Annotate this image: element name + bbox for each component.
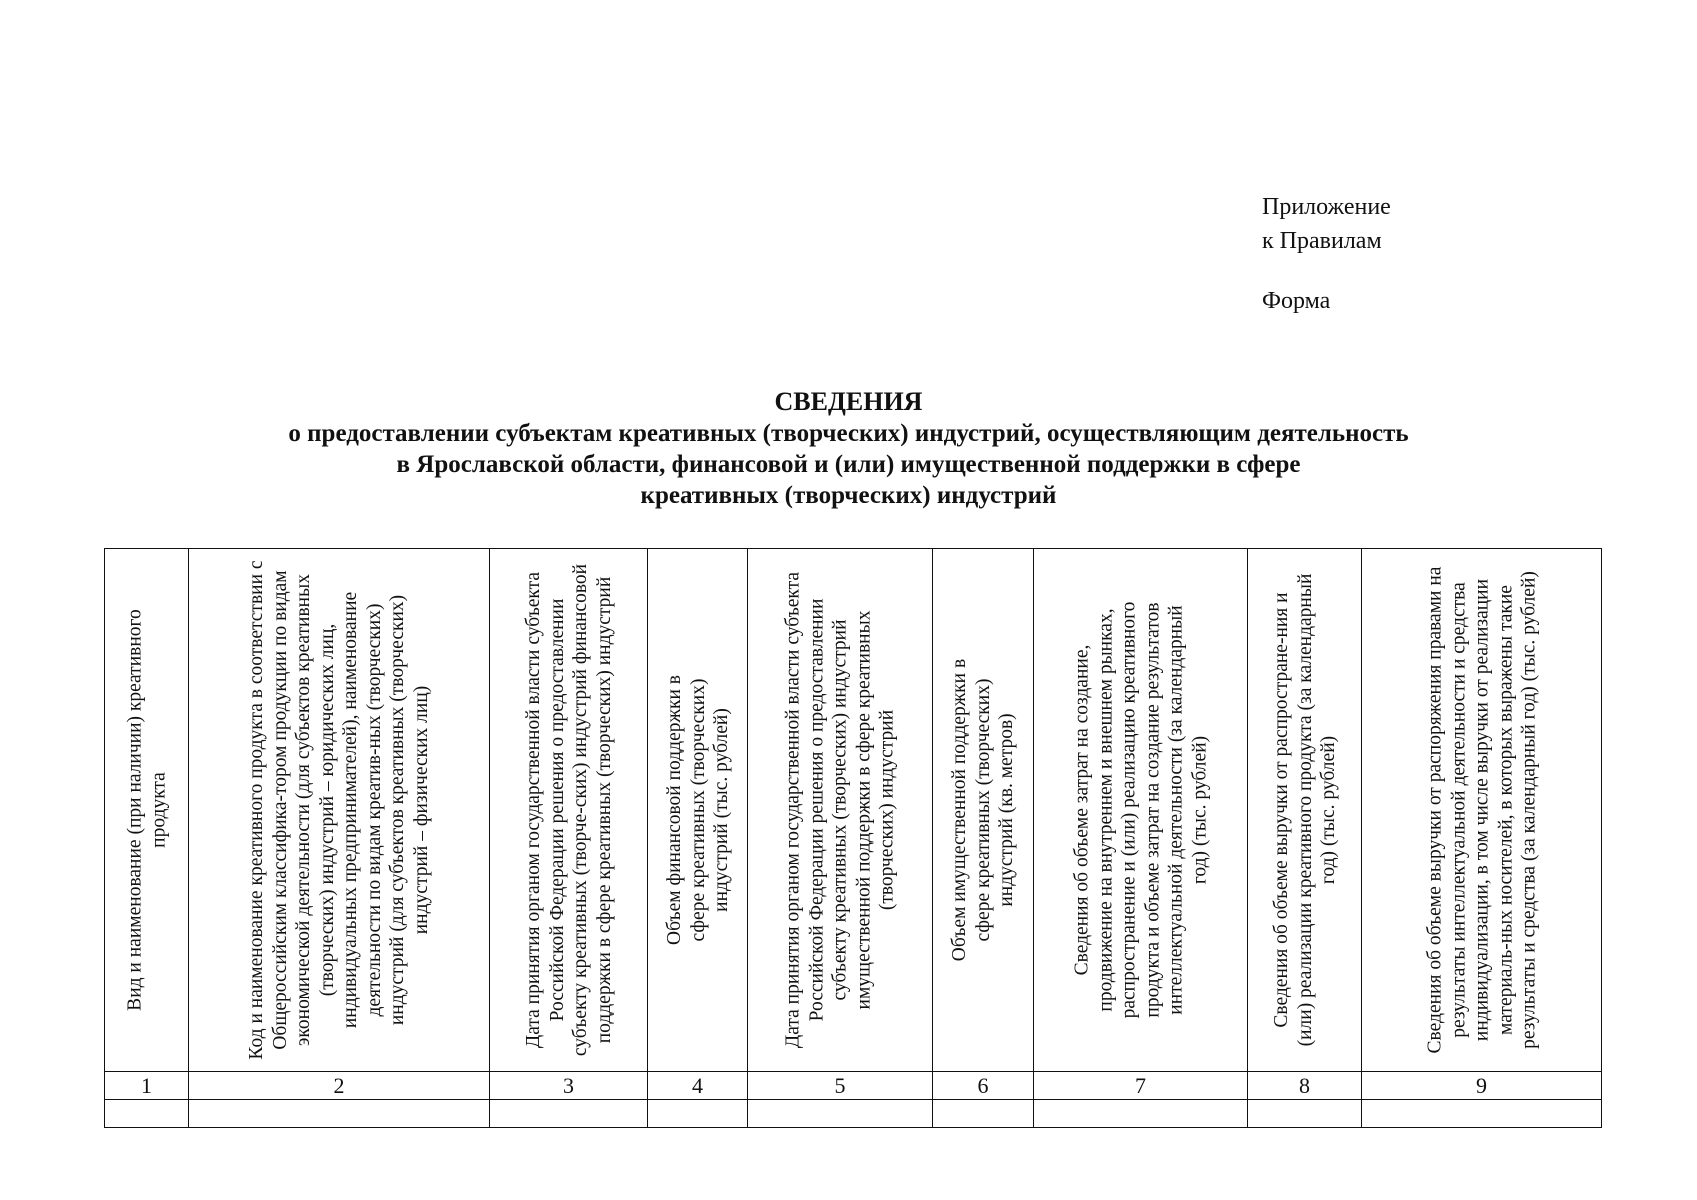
column-number-2: 2	[189, 1072, 490, 1100]
column-header-8	[1248, 549, 1362, 1072]
appendix-rules-reference: к Правилам	[1262, 228, 1382, 254]
column-header-2	[189, 549, 490, 1072]
column-header-text: Сведения об объеме затрат на создание, продвижение на внутреннем и внешнем рынках, распространение и (или) реализацию креативного продукта и объеме затрат на создание результатов интеллектуальной деятельности (за календарный год) (тыс. рублей)	[1071, 601, 1210, 1019]
column-number-7: 7	[1034, 1072, 1248, 1100]
column-header-text: Дата принятия органом государственной власти субъекта Российской Федерации решения о предоставлении субъекту креативных (творческих) индустрий имущественной поддержки в сфере креативных (творческих) индустрий	[782, 571, 898, 1049]
column-header-text: Сведения об объеме выручки от распростране-ния и (или) реализации креативного продукта (за календарный год) (тыс. рублей)	[1270, 573, 1339, 1047]
column-header-text: Код и наименование креативного продукта в соответствии с Общероссийским классифика-тором продукции по видам экономической деятельности (для субъектов креативных (творческих) индустрий – юридических лиц, индивидуальных предпринимателей), наименование деятельности по видам креатив-ных (творческих) индустрий (для субъектов креативных (творческих) индустрий – физических лиц)	[246, 560, 432, 1060]
column-header-9	[1362, 549, 1602, 1072]
document-title	[0, 386, 1697, 511]
appendix-block	[1262, 190, 1391, 318]
column-number-9: 9	[1362, 1072, 1602, 1100]
empty-cell[interactable]	[1362, 1100, 1602, 1128]
column-header-text: Дата принятия органом государственной власти субъекта Российской Федерации решения о предоставлении субъекту креативных (творче-ских) индустрий финансовой поддержки в сфере креативных (творческих) индустрий	[522, 563, 614, 1057]
column-header-text: Объем имущественной поддержки в сфере креативных (творческих) индустрий (кв. метров)	[948, 658, 1017, 962]
column-header-3	[490, 549, 648, 1072]
title-line-1: о предоставлении субъектам креативных (творческих) индустрий, осуществляющим деятельность	[288, 420, 1409, 447]
empty-cell[interactable]	[105, 1100, 189, 1128]
column-header-4	[648, 549, 748, 1072]
column-header-text: Объем финансовой поддержки в сфере креативных (творческих) индустрий (тыс. рублей)	[663, 675, 732, 945]
column-header-5	[748, 549, 933, 1072]
column-number-5: 5	[748, 1072, 933, 1100]
title-main: СВЕДЕНИЯ	[774, 387, 923, 416]
title-line-3: креативных (творческих) индустрий	[640, 482, 1057, 509]
column-header-text: Вид и наименование (при наличии) креативного продукта	[124, 609, 169, 1011]
empty-cell[interactable]	[490, 1100, 648, 1128]
empty-cell[interactable]	[933, 1100, 1034, 1128]
column-header-6	[933, 549, 1034, 1072]
column-number-3: 3	[490, 1072, 648, 1100]
empty-cell[interactable]	[748, 1100, 933, 1128]
column-number-row	[105, 1072, 1602, 1100]
appendix-label: Приложение	[1262, 194, 1391, 220]
empty-cell[interactable]	[1034, 1100, 1248, 1128]
column-header-7	[1034, 549, 1248, 1072]
empty-cell[interactable]	[189, 1100, 490, 1128]
table-header-row	[105, 549, 1602, 1072]
column-header-text: Сведения об объеме выручки от распоряжения правами на результаты интеллектуальной деятельности и средства индивидуализации, в том числе выручки от реализации материаль-ных носителей, в которых выражены такие результаты и средства (за календарный год) (тыс. рублей)	[1423, 566, 1539, 1054]
column-number-8: 8	[1248, 1072, 1362, 1100]
empty-data-row	[105, 1100, 1602, 1128]
column-number-1: 1	[105, 1072, 189, 1100]
column-number-4: 4	[648, 1072, 748, 1100]
form-label: Форма	[1262, 288, 1331, 314]
report-form-table	[104, 548, 1602, 1128]
title-line-2: в Ярославской области, финансовой и (или) имущественной поддержки в сфере	[396, 451, 1301, 478]
column-header-1	[105, 549, 189, 1072]
empty-cell[interactable]	[648, 1100, 748, 1128]
empty-cell[interactable]	[1248, 1100, 1362, 1128]
column-number-6: 6	[933, 1072, 1034, 1100]
